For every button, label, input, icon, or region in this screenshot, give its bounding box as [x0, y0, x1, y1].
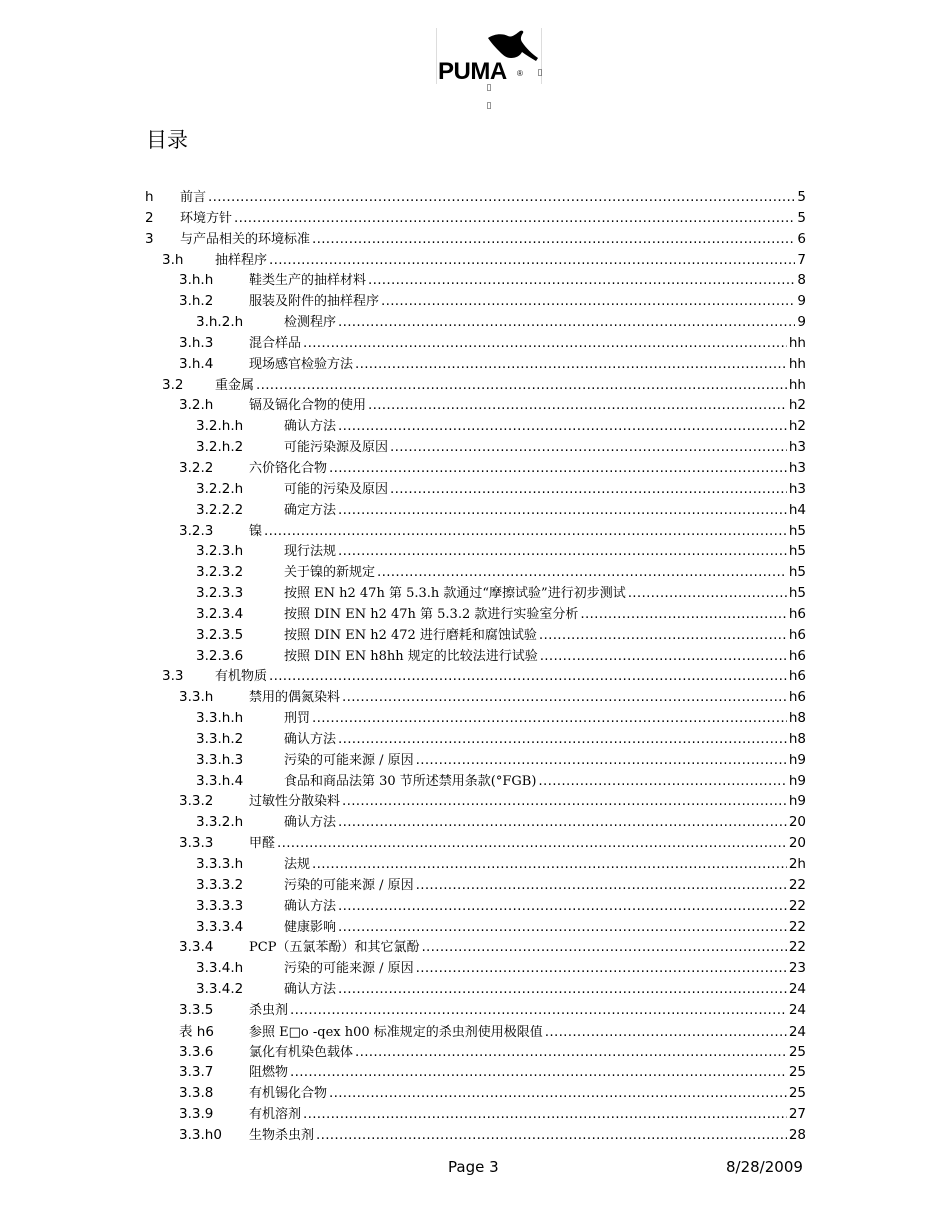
toc-entry-label: 确认方法: [284, 419, 337, 435]
toc-entry-page: h6: [788, 668, 806, 685]
toc-entry-page: h2: [788, 418, 806, 435]
toc-entry-page: h9: [788, 772, 806, 789]
toc-dot-leader: [269, 668, 787, 684]
toc-entry-label: 与产品相关的环境标准: [180, 231, 311, 247]
toc-entry-label: 检测程序: [284, 315, 337, 331]
toc-entry-page: 5: [797, 189, 806, 205]
toc-dot-leader: [355, 356, 787, 372]
toc-dot-leader: [580, 606, 786, 622]
toc-dot-leader: [416, 877, 787, 893]
toc-entry-number: 3.h.2.h: [196, 314, 244, 331]
toc-dot-leader: [545, 1024, 787, 1040]
toc-entry-number: 3.3: [162, 668, 184, 685]
toc-entry-number: 3.2.3.6: [196, 647, 244, 664]
toc-entry-number: 3.3.3.3: [196, 897, 244, 914]
toc-dot-leader: [377, 564, 787, 580]
toc-entry-number: 3.3.6: [179, 1043, 214, 1060]
toc-entry[interactable]: [145, 1103, 806, 1124]
toc-entry-page: 20: [788, 835, 806, 852]
toc-entry-label: 阻燃物: [249, 1065, 289, 1081]
toc-entry-label: 六价铬化合物: [249, 460, 328, 476]
toc-entry-page: h4: [788, 501, 806, 518]
toc-dot-leader: [234, 210, 795, 226]
toc-entry[interactable]: [145, 374, 806, 395]
toc-dot-leader: [416, 752, 787, 768]
toc-entry-number: 3.3.h: [179, 689, 214, 706]
toc-entry-label: 关于镍的新规定: [284, 565, 376, 581]
toc-entry-page: 23: [788, 960, 806, 977]
puma-cat-icon: [488, 31, 538, 61]
toc-entry[interactable]: [145, 811, 806, 832]
toc-entry-number: 3.3.2: [179, 793, 214, 810]
toc-entry-number: 3.3.5: [179, 1001, 214, 1018]
toc-entry-label: 确认方法: [284, 815, 337, 831]
toc-entry[interactable]: [145, 603, 806, 624]
toc-entry-number: 3.2.3.4: [196, 605, 244, 622]
toc-entry-number: 3.h: [162, 251, 184, 268]
toc-entry[interactable]: [145, 228, 806, 249]
toc-dot-leader: [312, 710, 787, 726]
toc-entry-page: hh: [788, 355, 806, 372]
toc-entry-page: h3: [788, 459, 806, 476]
toc-entry-page: 24: [788, 1001, 806, 1018]
toc-entry-label: 镉及镉化合物的使用: [249, 398, 367, 414]
toc-entry-label: 鞋类生产的抽样材料: [249, 273, 367, 289]
toc-entry-page: 24: [788, 1023, 806, 1040]
toc-entry-label: 按照 DIN EN h8hh 规定的比较法进行试验: [284, 648, 538, 664]
toc-entry-number: 3.2.3.3: [196, 585, 244, 602]
toc-entry-number: 3.3.3: [179, 835, 214, 852]
toc-entry[interactable]: [145, 1124, 806, 1145]
toc-entry-number: 3.3.8: [179, 1085, 214, 1102]
toc-dot-leader: [338, 314, 795, 330]
toc-entry[interactable]: [145, 916, 806, 937]
toc-entry-label: 重金属: [215, 377, 255, 393]
toc-entry[interactable]: [145, 520, 806, 541]
toc-dot-leader: [290, 1002, 787, 1018]
toc-dot-leader: [355, 1044, 787, 1060]
toc-entry[interactable]: [145, 895, 806, 916]
toc-entry-label: 现行法规: [284, 544, 337, 560]
toc-entry-number: 3.3.3.2: [196, 876, 244, 893]
toc-entry-number: 3.2: [162, 376, 184, 393]
toc-dot-leader: [338, 919, 787, 935]
toc-entry[interactable]: [145, 686, 806, 707]
toc-entry[interactable]: [145, 1041, 806, 1062]
toc-entry-number: 3.3.3.h: [196, 856, 244, 872]
toc-entry[interactable]: [145, 457, 806, 478]
toc-entry[interactable]: [145, 1082, 806, 1103]
toc-dot-leader: [381, 293, 795, 309]
toc-entry-page: h3: [788, 480, 806, 497]
toc-dot-leader: [390, 439, 787, 455]
toc-dot-leader: [338, 898, 787, 914]
toc-entry[interactable]: [145, 728, 806, 749]
toc-dot-leader: [290, 1064, 787, 1080]
toc-entry-label: 服装及附件的抽样程序: [249, 294, 380, 310]
toc-dot-leader: [368, 272, 795, 288]
toc-dot-leader: [264, 523, 787, 539]
toc-entry-number: 3.2.3: [179, 522, 214, 539]
toc-entry[interactable]: [145, 499, 806, 520]
toc-entry[interactable]: [145, 707, 806, 728]
toc-dot-leader: [338, 981, 787, 997]
toc-entry-label: 抽样程序: [215, 252, 268, 268]
toc-entry-label: 确认方法: [284, 898, 337, 914]
toc-entry-label: 禁用的偶氮染料: [249, 690, 341, 706]
toc-entry-page: hh: [788, 376, 806, 393]
toc-entry-label: 污染的可能来源 / 原因: [284, 961, 414, 977]
toc-entry-label: 按照 EN h2 47h 第 5.3.h 款通过“摩擦试验”进行初步测试: [284, 586, 626, 602]
missing-glyph-icon: ▯: [537, 68, 543, 78]
toc-entry-label: 可能污染源及原因: [284, 440, 389, 456]
toc-entry-label: 法规: [284, 857, 311, 872]
toc-entry[interactable]: [145, 290, 806, 311]
toc-dot-leader: [338, 502, 787, 518]
toc-entry[interactable]: [145, 790, 806, 811]
table-of-contents: [145, 186, 806, 1145]
toc-dot-leader: [342, 793, 787, 809]
toc-entry-label: 食品和商品法第 30 节所述禁用条款(°FGB): [284, 773, 537, 789]
toc-entry-label: 参照 E□o -qex h00 标准规定的杀虫剂使用极限值: [249, 1024, 543, 1040]
toc-entry-label: 确认方法: [284, 731, 337, 747]
toc-dot-leader: [303, 335, 787, 351]
toc-dot-leader: [416, 960, 787, 976]
toc-entry-number: 3.2.3.h: [196, 543, 244, 560]
toc-entry[interactable]: [145, 561, 806, 582]
toc-entry-page: h6: [788, 605, 806, 622]
toc-entry-page: 9: [797, 314, 806, 331]
toc-entry-page: 28: [788, 1126, 806, 1143]
toc-entry-number: 3.3.2.h: [196, 814, 244, 831]
toc-entry-number: 3.3.4: [179, 939, 214, 956]
toc-dot-leader: [329, 1085, 787, 1101]
toc-entry[interactable]: [145, 394, 806, 415]
toc-entry-page: 25: [788, 1064, 806, 1081]
toc-entry-page: 27: [788, 1106, 806, 1123]
toc-dot-leader: [338, 731, 787, 747]
toc-entry-number: 3.2.h.h: [196, 418, 244, 435]
toc-entry[interactable]: [145, 853, 806, 874]
toc-entry-page: h5: [788, 522, 806, 539]
toc-entry-number: 表 h6: [179, 1023, 214, 1040]
toc-entry-number: 3.3.h.h: [196, 710, 244, 727]
toc-dot-leader: [342, 689, 787, 705]
toc-entry[interactable]: [145, 436, 806, 457]
toc-entry-page: h9: [788, 751, 806, 768]
toc-entry-page: h8: [788, 710, 806, 727]
toc-entry-label: PCP（五氯苯酚）和其它氯酚: [249, 940, 420, 956]
toc-entry-label: 杀虫剂: [249, 1002, 289, 1018]
toc-entry[interactable]: [145, 957, 806, 978]
toc-entry-number: 3.2.3.2: [196, 564, 244, 581]
toc-dot-leader: [421, 939, 786, 955]
toc-entry-number: 3.3.h.3: [196, 751, 244, 768]
toc-entry-page: 5: [797, 209, 806, 226]
toc-entry-label: 有机物质: [215, 669, 268, 685]
toc-entry[interactable]: [145, 874, 806, 895]
toc-entry-page: hh: [788, 334, 806, 351]
toc-entry-number: 3.3.h.4: [196, 772, 244, 789]
toc-entry[interactable]: [145, 582, 806, 603]
missing-glyph-icon: ▯: [486, 101, 492, 111]
toc-entry[interactable]: [145, 186, 806, 207]
toc-entry-number: 3.2.2: [179, 459, 214, 476]
toc-entry-number: 3.3.h.2: [196, 730, 244, 747]
toc-entry-label: 现场感官检验方法: [249, 356, 354, 372]
toc-dot-leader: [338, 543, 787, 559]
toc-entry-label: 健康影响: [284, 919, 337, 935]
toc-entry-label: 甲醛: [249, 836, 276, 852]
toc-entry-page: 24: [788, 981, 806, 998]
toc-entry[interactable]: [145, 311, 806, 332]
toc-entry-page: h3: [788, 439, 806, 456]
missing-glyph-icon: ▯: [486, 83, 492, 93]
toc-dot-leader: [628, 585, 787, 601]
toc-entry-label: 确认方法: [284, 982, 337, 998]
toc-entry-page: h6: [788, 626, 806, 643]
toc-dot-leader: [316, 1127, 787, 1143]
toc-entry-number: 3.3.7: [179, 1064, 214, 1081]
toc-entry-label: 按照 DIN EN h2 47h 第 5.3.2 款进行实验室分析: [284, 606, 579, 622]
puma-logo: [436, 28, 542, 84]
toc-entry[interactable]: [145, 269, 806, 290]
toc-entry-label: 生物杀虫剂: [249, 1127, 315, 1143]
toc-entry-label: 刑罚: [284, 711, 311, 727]
toc-dot-leader: [538, 773, 786, 789]
toc-entry-page: h9: [788, 793, 806, 810]
toc-entry[interactable]: [145, 332, 806, 353]
toc-entry[interactable]: [145, 665, 806, 686]
toc-entry-page: h5: [788, 543, 806, 560]
toc-entry-page: h5: [788, 564, 806, 581]
toc-entry-number: 3.2.3.5: [196, 626, 244, 643]
toc-entry-number: 3.3.9: [179, 1106, 214, 1123]
toc-entry-page: h6: [788, 689, 806, 706]
toc-entry-number: 3.2.2.2: [196, 501, 244, 518]
toc-entry-label: 污染的可能来源 / 原因: [284, 752, 414, 768]
toc-entry[interactable]: [145, 415, 806, 436]
toc-entry-page: 22: [788, 876, 806, 893]
toc-entry[interactable]: [145, 832, 806, 853]
toc-entry-page: h6: [788, 647, 806, 664]
toc-entry[interactable]: [145, 353, 806, 374]
toc-dot-leader: [312, 231, 795, 247]
toc-entry-label: 可能的污染及原因: [284, 481, 389, 497]
toc-dot-leader: [303, 1106, 787, 1122]
footer-page-number: Page 3: [448, 1158, 499, 1176]
toc-entry[interactable]: [145, 249, 806, 270]
toc-dot-leader: [338, 418, 787, 434]
toc-entry-page: 22: [788, 939, 806, 956]
toc-entry[interactable]: [145, 478, 806, 499]
toc-entry-label: 有机溶剂: [249, 1107, 302, 1123]
toc-entry-number: 3.h.h: [179, 272, 214, 289]
toc-entry-label: 有机锡化合物: [249, 1086, 328, 1102]
footer-date: 8/28/2009: [726, 1158, 803, 1176]
toc-entry-number: 3.h.4: [179, 355, 214, 372]
toc-entry-number: 3: [145, 230, 154, 247]
toc-dot-leader: [208, 189, 795, 205]
toc-entry-number: 3.2.h: [179, 397, 214, 414]
registered-mark: ®: [517, 69, 523, 78]
toc-entry-number: 3.3.4.2: [196, 981, 244, 998]
toc-entry-page: h8: [788, 730, 806, 747]
toc-entry-page: 22: [788, 918, 806, 935]
toc-dot-leader: [338, 814, 787, 830]
toc-entry[interactable]: [145, 207, 806, 228]
toc-entry[interactable]: [145, 936, 806, 957]
toc-dot-leader: [329, 460, 787, 476]
toc-entry[interactable]: [145, 999, 806, 1020]
toc-title: 目录: [146, 128, 188, 152]
toc-dot-leader: [256, 377, 787, 393]
toc-entry-label: 氯化有机染色载体: [249, 1044, 354, 1060]
toc-entry-page: 25: [788, 1085, 806, 1102]
toc-entry-page: 22: [788, 897, 806, 914]
toc-entry-number: h: [145, 189, 154, 205]
toc-entry-page: 25: [788, 1043, 806, 1060]
toc-dot-leader: [277, 835, 787, 851]
toc-entry[interactable]: [145, 1020, 806, 1041]
toc-entry-number: 3.3.4.h: [196, 960, 244, 977]
toc-entry-page: 9: [797, 293, 806, 310]
toc-entry-label: 按照 DIN EN h2 472 进行磨耗和腐蚀试验: [284, 627, 537, 643]
toc-entry-label: 确定方法: [284, 502, 337, 518]
toc-entry[interactable]: [145, 624, 806, 645]
toc-entry[interactable]: [145, 1061, 806, 1082]
toc-dot-leader: [368, 397, 787, 413]
puma-wordmark: PUMA: [438, 58, 507, 84]
toc-entry-page: 8: [797, 272, 806, 289]
toc-entry[interactable]: [145, 749, 806, 770]
toc-entry-page: 6: [797, 230, 806, 247]
toc-entry-label: 污染的可能来源 / 原因: [284, 877, 414, 893]
toc-dot-leader: [539, 627, 787, 643]
toc-entry-number: 3.2.2.h: [196, 480, 244, 497]
toc-dot-leader: [312, 856, 787, 872]
toc-entry[interactable]: [145, 978, 806, 999]
toc-entry-page: 2h: [788, 856, 806, 872]
toc-entry-number: 3.3.h0: [179, 1126, 222, 1143]
toc-dot-leader: [540, 648, 787, 664]
toc-entry-number: 3.2.h.2: [196, 439, 244, 456]
toc-dot-leader: [390, 481, 787, 497]
toc-entry-number: 3.3.3.4: [196, 918, 244, 935]
toc-dot-leader: [269, 252, 795, 268]
toc-entry-page: 7: [797, 251, 806, 268]
toc-entry-label: 混合样品: [249, 335, 302, 351]
toc-entry[interactable]: [145, 770, 806, 791]
toc-entry[interactable]: [145, 540, 806, 561]
toc-entry-number: 3.h.3: [179, 334, 214, 351]
toc-entry-label: 过敏性分散染料: [249, 794, 341, 810]
toc-entry-label: 镍: [249, 523, 263, 539]
toc-entry-page: h5: [788, 585, 806, 602]
toc-entry-number: 3.h.2: [179, 293, 214, 310]
toc-entry-page: 20: [788, 814, 806, 831]
toc-entry-label: 环境方针: [180, 210, 233, 226]
toc-entry[interactable]: [145, 645, 806, 666]
toc-entry-label: 前言: [180, 190, 207, 205]
toc-entry-number: 2: [145, 209, 154, 226]
toc-entry-page: h2: [788, 397, 806, 414]
